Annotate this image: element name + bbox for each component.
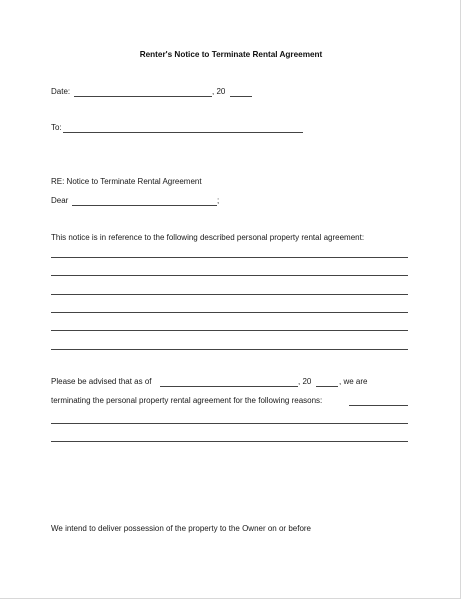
termination-year-blank[interactable]: [316, 386, 338, 387]
reasons-line[interactable]: [51, 441, 408, 442]
description-line[interactable]: [51, 294, 408, 295]
termination-date-blank[interactable]: [160, 386, 298, 387]
dear-label: Dear: [51, 196, 69, 205]
description-line[interactable]: [51, 330, 408, 331]
reasons-blank[interactable]: [349, 405, 408, 406]
date-label: Date:: [51, 87, 71, 96]
year-prefix: , 20: [212, 87, 226, 96]
description-line[interactable]: [51, 349, 408, 350]
advised-prefix: Please be advised that as of: [51, 377, 152, 386]
dear-suffix: ;: [217, 196, 220, 205]
to-blank[interactable]: [63, 132, 303, 133]
date-blank[interactable]: [74, 96, 212, 97]
dear-blank[interactable]: [72, 205, 217, 206]
year-blank[interactable]: [230, 96, 252, 97]
description-line[interactable]: [51, 275, 408, 276]
description-line[interactable]: [51, 312, 408, 313]
possession-text: We intend to deliver possession of the property to the Owner on or before: [51, 524, 311, 533]
advised-year: , 20: [298, 377, 312, 386]
to-label: To:: [51, 123, 62, 132]
description-line[interactable]: [51, 257, 408, 258]
terminating-text: terminating the personal property rental agreement for the following reasons:: [51, 396, 323, 405]
reference-text: This notice is in reference to the following described personal property rental agreement:: [51, 233, 365, 242]
document-title: Renter's Notice to Terminate Rental Agreement: [139, 50, 323, 59]
re-line: RE: Notice to Terminate Rental Agreement: [51, 177, 202, 186]
advised-suffix: , we are: [339, 377, 368, 386]
reasons-line[interactable]: [51, 423, 408, 424]
